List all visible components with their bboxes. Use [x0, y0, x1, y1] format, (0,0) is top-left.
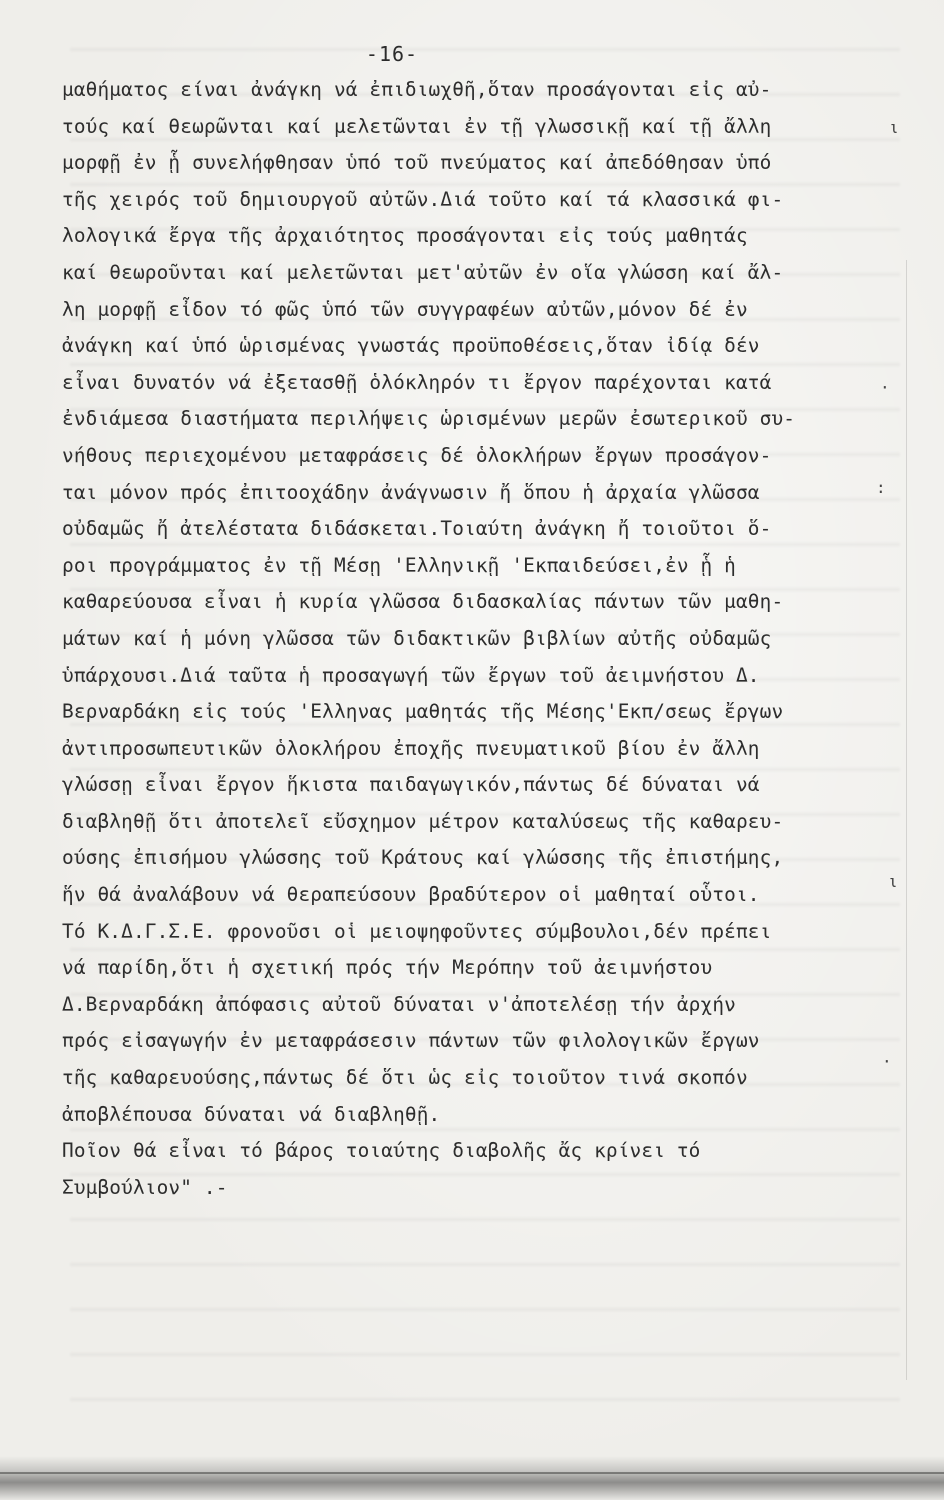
text-line: ἐνδιάμεσα διαστήματα περιλήψεις ὡρισμένων μερῶν ἐσωτερικοῦ συ- [62, 407, 796, 431]
text-line: νήθους περιεχομένου μεταφράσεις δέ ὁλοκλήρων ἔργων προσάγον- [62, 443, 772, 467]
text-line: καί θεωροῦνται καί μελετῶνται μετ'αὐτῶν ἐν οἵα γλώσση καί ἄλ- [62, 260, 784, 284]
text-line: εἶναι δυνατόν νά ἐξετασθῇ ὁλόκληρόν τι ἔργον παρέχονται κατά [62, 370, 772, 394]
page-number: -16- [365, 42, 419, 66]
text-line: Δ.Βερναρδάκη ἀπόφασις αὐτοῦ δύναται ν'ἀποτελέσῃ τήν ἀρχήν [62, 992, 736, 1016]
text-line: ἀνάγκη καί ὑπό ὡρισμένας γνωστάς προϋποθέσεις,ὅταν ἰδίᾳ δέν [62, 334, 760, 358]
right-margin [874, 0, 944, 1500]
text-line: διαβληθῇ ὅτι ἀποτελεῖ εὔσχημον μέτρον καταλύσεως τῆς καθαρευ- [62, 809, 784, 833]
scan-bottom-edge [0, 1456, 944, 1500]
text-line: ούσης ἐπισήμου γλώσσης τοῦ Κράτους καί γλώσσης τῆς ἐπιστήμης, [62, 846, 784, 870]
text-line: Ποῖον θά εἶναι τό βάρος τοιαύτης διαβολῆς ἄς κρίνει τό [62, 1139, 701, 1163]
margin-mark: ι [888, 872, 898, 891]
text-line: πρός εἰσαγωγήν ἐν μεταφράσεσιν πάντων τῶν φιλολογικῶν ἔργων [62, 1029, 760, 1053]
text-line: τῆς καθαρευούσης,πάντως δέ ὅτι ὡς εἰς τοιοῦτον τινά σκοπόν [62, 1066, 748, 1090]
text-line: ἥν θά ἀναλάβουν νά θεραπεύσουν βραδύτερον οἱ μαθηταί οὗτοι. [62, 883, 760, 907]
text-line: Βερναρδάκη εἰς τούς 'Ελληνας μαθητάς τῆς Μέσης'Εκπ/σεως ἔργων [62, 700, 784, 724]
text-line: Τό Κ.Δ.Γ.Σ.Ε. φρονοῦσι οἱ μειοψηφοῦντες σύμβουλοι,δέν πρέπει [62, 919, 772, 943]
text-line: νά παρίδη,ὅτι ἡ σχετική πρός τήν Μερόπην τοῦ ἀειμνήστου [62, 956, 713, 980]
text-line: γλώσσῃ εἶναι ἔργον ἥκιστα παιδαγωγικόν,πάντως δέ δύναται νά [62, 773, 760, 797]
text-line: ἀντιπροσωπευτικῶν ὁλοκλήρου ἐποχῆς πνευματικοῦ βίου ἐν ἄλλη [62, 736, 760, 760]
body-text [62, 72, 862, 1206]
text-line: μαθήματος είναι ἀνάγκη νά ἐπιδιωχθῆ,ὅταν προσάγονται εἰς αὐ- [62, 78, 772, 101]
margin-mark: : [876, 478, 886, 497]
margin-mark: ι [889, 118, 899, 137]
text-line: λη μορφῇ εἶδον τό φῶς ὑπό τῶν συγγραφέων αὐτῶν,μόνον δέ ἐν [62, 297, 748, 321]
text-line: καθαρεύουσα εἶναι ἡ κυρία γλῶσσα διδασκαλίας πάντων τῶν μαθη- [62, 590, 784, 614]
text-line: μάτων καί ἡ μόνη γλῶσσα τῶν διδακτικῶν βιβλίων αὐτῆς οὐδαμῶς [62, 626, 772, 650]
text-line: ἀποβλέπουσα δύναται νά διαβληθῇ. [62, 1102, 441, 1126]
text-line: οὐδαμῶς ἤ ἀτελέστατα διδάσκεται.Τοιαύτη ἀνάγκη ἤ τοιοῦτοι ὅ- [62, 517, 772, 541]
text-line: ροι προγράμματος ἐν τῇ Μέσῃ 'Ελληνικῇ 'Εκπαιδεύσει,ἐν ᾗ ἡ [62, 553, 736, 577]
text-line: τῆς χειρός τοῦ δημιουργοῦ αὐτῶν.Διά τοῦτο καί τά κλασσικά φι- [62, 187, 784, 211]
margin-mark: · [882, 1052, 892, 1071]
text-line: ται μόνον πρός ἐπιτοοχάδην ἀνάγνωσιν ἤ ὅπου ἡ ἀρχαία γλῶσσα [62, 480, 760, 504]
text-line: λολογικά ἔργα τῆς ἀρχαιότητος προσάγονται εἰς τούς μαθητάς [62, 224, 748, 248]
text-line: τούς καί θεωρῶνται καί μελετῶνται ἐν τῇ γλωσσικῇ καί τῇ ἄλλη [62, 114, 772, 138]
text-line: Συμβούλιον" .- [62, 1175, 228, 1199]
text-line: ὑπάρχουσι.Διά ταῦτα ἡ προσαγωγή τῶν ἔργων τοῦ ἀειμνήστου Δ. [62, 663, 760, 687]
margin-mark: · [880, 378, 890, 397]
text-line: μορφῇ ἐν ᾗ συνελήφθησαν ὑπό τοῦ πνεύματος καί ἀπεδόθησαν ὑπό [62, 151, 772, 175]
